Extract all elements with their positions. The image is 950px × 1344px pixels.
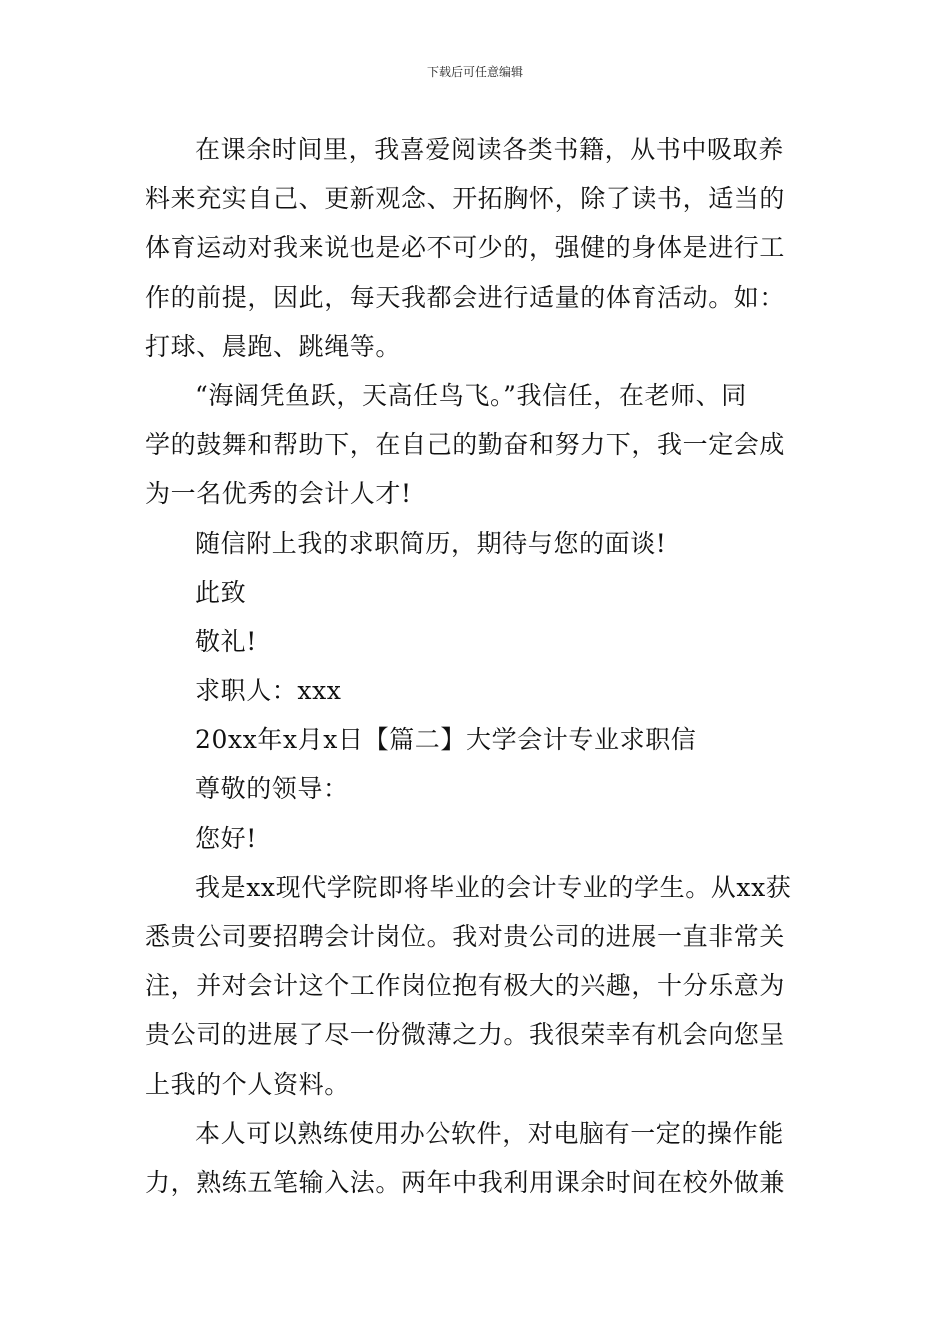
text-line: “海阔凭鱼跃，天高任鸟飞。”我信任，在老师、同 (195, 380, 747, 410)
text-line: 上我的个人资料。 (145, 1069, 350, 1099)
text-line: 此致 (195, 577, 247, 607)
text-line: 您好! (195, 823, 257, 853)
text-line: 随信附上我的求职简历，期待与您的面谈! (195, 528, 667, 558)
text-line: 学的鼓舞和帮助下，在自己的勤奋和努力下，我一定会成 (145, 430, 786, 460)
document-body (145, 125, 810, 1207)
text-line: 尊敬的领导： (195, 774, 349, 804)
text-line: 料来充实自己、更新观念、开拓胸怀，除了读书，适当的 (145, 184, 786, 214)
text-line: 打球、晨跑、跳绳等。 (145, 331, 402, 361)
text-line: 力，熟练五笔输入法。两年中我利用课余时间在校外做兼 (145, 1167, 786, 1197)
text-line: 贵公司的进展了尽一份微薄之力。我很荣幸有机会向您呈 (145, 1020, 786, 1050)
text-line: 我是xx现代学院即将毕业的会计专业的学生。从xx获 (195, 872, 792, 902)
page-header: 下载后可任意编辑 (426, 65, 523, 79)
text-line: 求职人：xxx (195, 676, 342, 706)
text-line: 为一名优秀的会计人才! (145, 479, 412, 509)
text-line: 注，并对会计这个工作岗位抱有极大的兴趣，十分乐意为 (145, 971, 786, 1001)
text-line: 敬礼! (195, 626, 257, 656)
text-line: 悉贵公司要招聘会计岗位。我对贵公司的进展一直非常关 (145, 922, 786, 951)
text-line: 本人可以熟练使用办公软件，对电脑有一定的操作能 (195, 1118, 784, 1148)
text-line: 20xx年x月x日【篇二】大学会计专业求职信 (195, 725, 697, 755)
text-line: 作的前提，因此，每天我都会进行适量的体育活动。如： (145, 282, 786, 312)
text-line: 体育运动对我来说也是必不可少的，强健的身体是进行工 (145, 233, 786, 263)
text-line: 在课余时间里，我喜爱阅读各类书籍，从书中吸取养 (195, 135, 784, 164)
